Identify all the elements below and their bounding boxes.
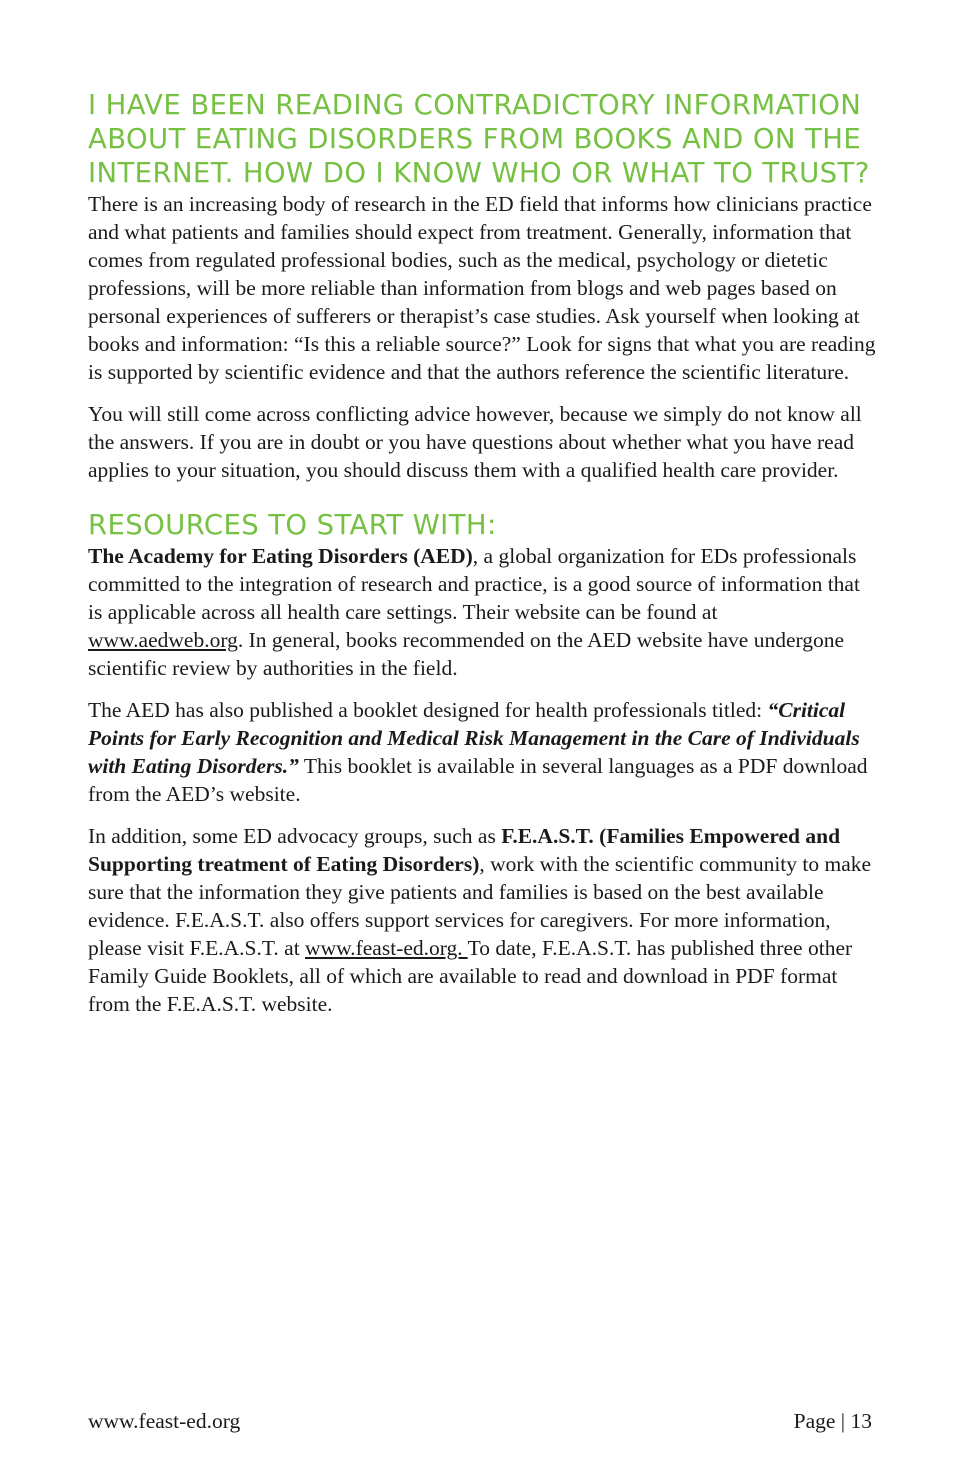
- feast-website-link[interactable]: www.feast-ed.org.: [305, 936, 468, 960]
- aed-website-link[interactable]: www.aedweb.org: [88, 628, 238, 652]
- feast-name: F.E.A.S.T. (Families Empowered and Supporting treatment of Eating Disorders): [88, 824, 841, 876]
- paragraph-conflicting-advice: You will still come across conflicting advice however, because we simply do not know all the answers. If you are in doubt or you have questions about whether what you have read applies to your situation, you should discuss them with a qualified health care provider.: [88, 402, 862, 482]
- aed-name: The Academy for Eating Disorders (AED): [88, 544, 473, 568]
- aed-text-1: , a global organization for EDs professionals committed to the integration of research and practice, is a good source of information that is applicable across all health care settings. Their website can be found at: [88, 544, 860, 624]
- paragraph-aed: [88, 542, 878, 682]
- paragraph-aed-booklet: [88, 696, 878, 808]
- feast-text-1: In addition, some ED advocacy groups, such as: [88, 824, 502, 848]
- booklet-text-1: The AED has also published a booklet designed for health professionals titled:: [88, 698, 768, 722]
- aed-text-2: . In general, books recommended on the AED website have undergone scientific review by authorities in the field.: [88, 628, 845, 680]
- page-content: [88, 88, 878, 1018]
- feast-text-2: , work with the scientific community to make sure that the information they give patients and families is based on the best available evidence. F.E.A.S.T. also offers support services for caregivers. For more information, please visit F.E.A.S.T. at: [88, 852, 872, 960]
- paragraph-feast: [88, 822, 878, 1018]
- paragraph-research: There is an increasing body of research in the ED field that informs how clinicians practice and what patients and families should expect from treatment. Generally, information that comes from regulated professional bodies, such as the medical, psychology or dietetic professions, will be more reliable than information from blogs and web pages based on personal experiences of sufferers or therapist’s case studies. Ask yourself when looking at books and information: “Is this a reliable source?” Look for signs that what you are reading is supported by scientific evidence and that the authors reference the scientific literature.: [88, 192, 876, 384]
- section-heading-resources: RESOURCES TO START WITH:: [88, 509, 497, 541]
- booklet-text-2: This booklet is available in several languages as a PDF download from the AED’s website.: [88, 754, 868, 806]
- footer-page-number: Page | 13: [793, 1409, 872, 1433]
- section-heading-trust: I HAVE BEEN READING CONTRADICTORY INFORMATION ABOUT EATING DISORDERS FROM BOOKS AND ON THE INTERNET. HOW DO I KNOW WHO OR WHAT TO TRUST?: [88, 89, 870, 189]
- booklet-title: “Critical Points for Early Recognition and Medical Risk Management in the Care of Individuals with Eating Disorders.”: [88, 698, 860, 778]
- feast-text-3: To date, F.E.A.S.T. has published three other Family Guide Booklets, all of which are available to read and download in PDF format from the F.E.A.S.T. website.: [88, 936, 853, 1016]
- footer-website: www.feast-ed.org: [88, 1409, 241, 1433]
